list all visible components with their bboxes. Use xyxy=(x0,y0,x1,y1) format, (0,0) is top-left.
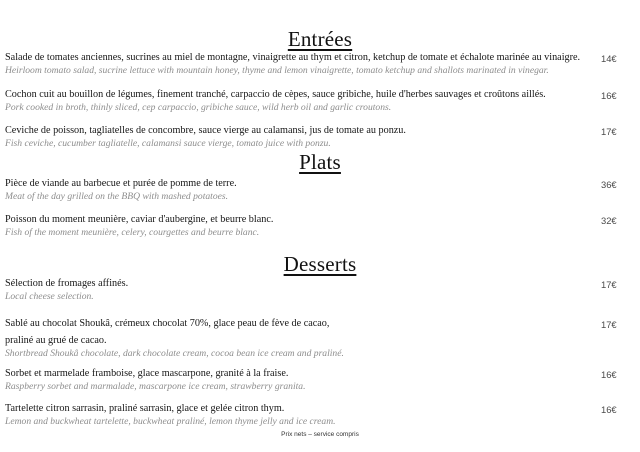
menu-item xyxy=(5,123,625,150)
dish-price: 16€ xyxy=(601,369,617,380)
dish-name-fr: Salade de tomates anciennes, sucrines au miel de montagne, vinaigrette au thym et citron, ketchup de tomate et échalote marinée au vinaigre. xyxy=(5,52,581,63)
menu-item xyxy=(5,176,625,203)
dish-name-fr: Sélection de fromages affinés. xyxy=(5,278,129,289)
dish-name-fr: Sablé au chocolat Shoukâ, crémeux chocolat 70%, glace peau de fève de cacao, xyxy=(5,318,330,329)
dish-name-fr: Poisson du moment meunière, caviar d'aubergine, et beurre blanc. xyxy=(5,214,274,225)
dish-name-en: Fish ceviche, cucumber tagliatelle, calamansi sauce vierge, tomato juice with ponzu. xyxy=(5,138,331,149)
desserts-title: Desserts xyxy=(283,252,357,276)
menu-item xyxy=(5,366,625,393)
footer-note: Prix nets – service compris xyxy=(281,431,359,438)
menu-item xyxy=(5,87,625,114)
dish-name-fr: Tartelette citron sarrasin, praliné sarrasin, glace et gelée citron thym. xyxy=(5,403,285,414)
menu-item xyxy=(5,276,625,303)
dish-price: 36€ xyxy=(601,179,617,190)
dish-name-fr: Cochon cuit au bouillon de légumes, finement tranché, carpaccio de cèpes, sauce gribiche, huile d'herbes sauvages et croûtons aillés. xyxy=(5,89,546,100)
dish-price: 32€ xyxy=(601,215,617,226)
dish-name-fr: Sorbet et marmelade framboise, glace mascarpone, granité à la fraise. xyxy=(5,368,289,379)
dish-price: 17€ xyxy=(601,279,617,290)
menu-item xyxy=(5,316,625,360)
dish-price: 16€ xyxy=(601,404,617,415)
menu-item xyxy=(5,401,625,428)
dish-name-fr: Ceviche de poisson, tagliatelles de concombre, sauce vierge au calamansi, jus de tomate au ponzu. xyxy=(5,125,406,136)
dish-name-en: Meat of the day grilled on the BBQ with mashed potatoes. xyxy=(5,191,229,202)
dish-name-en: Shortbread Shoukâ chocolate, dark chocolate cream, cocoa bean ice cream and praliné. xyxy=(5,348,344,359)
dish-name-en: Raspberry sorbet and marmalade, mascarpone ice cream, strawberry granita. xyxy=(5,381,306,392)
dish-name-en: Pork cooked in broth, thinly sliced, cep carpaccio, gribiche sauce, wild herb oil and garlic croutons. xyxy=(5,102,392,113)
dish-name-en: Fish of the moment meunière, celery, courgettes and beurre blanc. xyxy=(5,227,260,238)
dish-name-en: Heirloom tomato salad, sucrine lettuce with mountain honey, thyme and lemon vinaigrette, tomato ketchup and shallots marinated in vinegar. xyxy=(5,65,549,76)
dish-price: 17€ xyxy=(601,126,617,137)
dish-price: 17€ xyxy=(601,319,617,330)
menu-item xyxy=(5,212,625,239)
entrees-title: Entrées xyxy=(287,27,353,51)
dish-name-en: Local cheese selection. xyxy=(5,291,94,302)
dish-name-en: Lemon and buckwheat tartelette, buckwheat praliné, lemon thyme jelly and ice cream. xyxy=(5,416,336,427)
plats-title: Plats xyxy=(299,150,341,174)
dish-price: 16€ xyxy=(601,90,617,101)
dish-name-fr: Pièce de viande au barbecue et purée de pomme de terre. xyxy=(5,178,237,189)
dish-name-fr-line2: praliné au grué de cacao. xyxy=(5,335,107,346)
menu-item xyxy=(5,50,625,77)
dish-price: 14€ xyxy=(601,53,617,64)
